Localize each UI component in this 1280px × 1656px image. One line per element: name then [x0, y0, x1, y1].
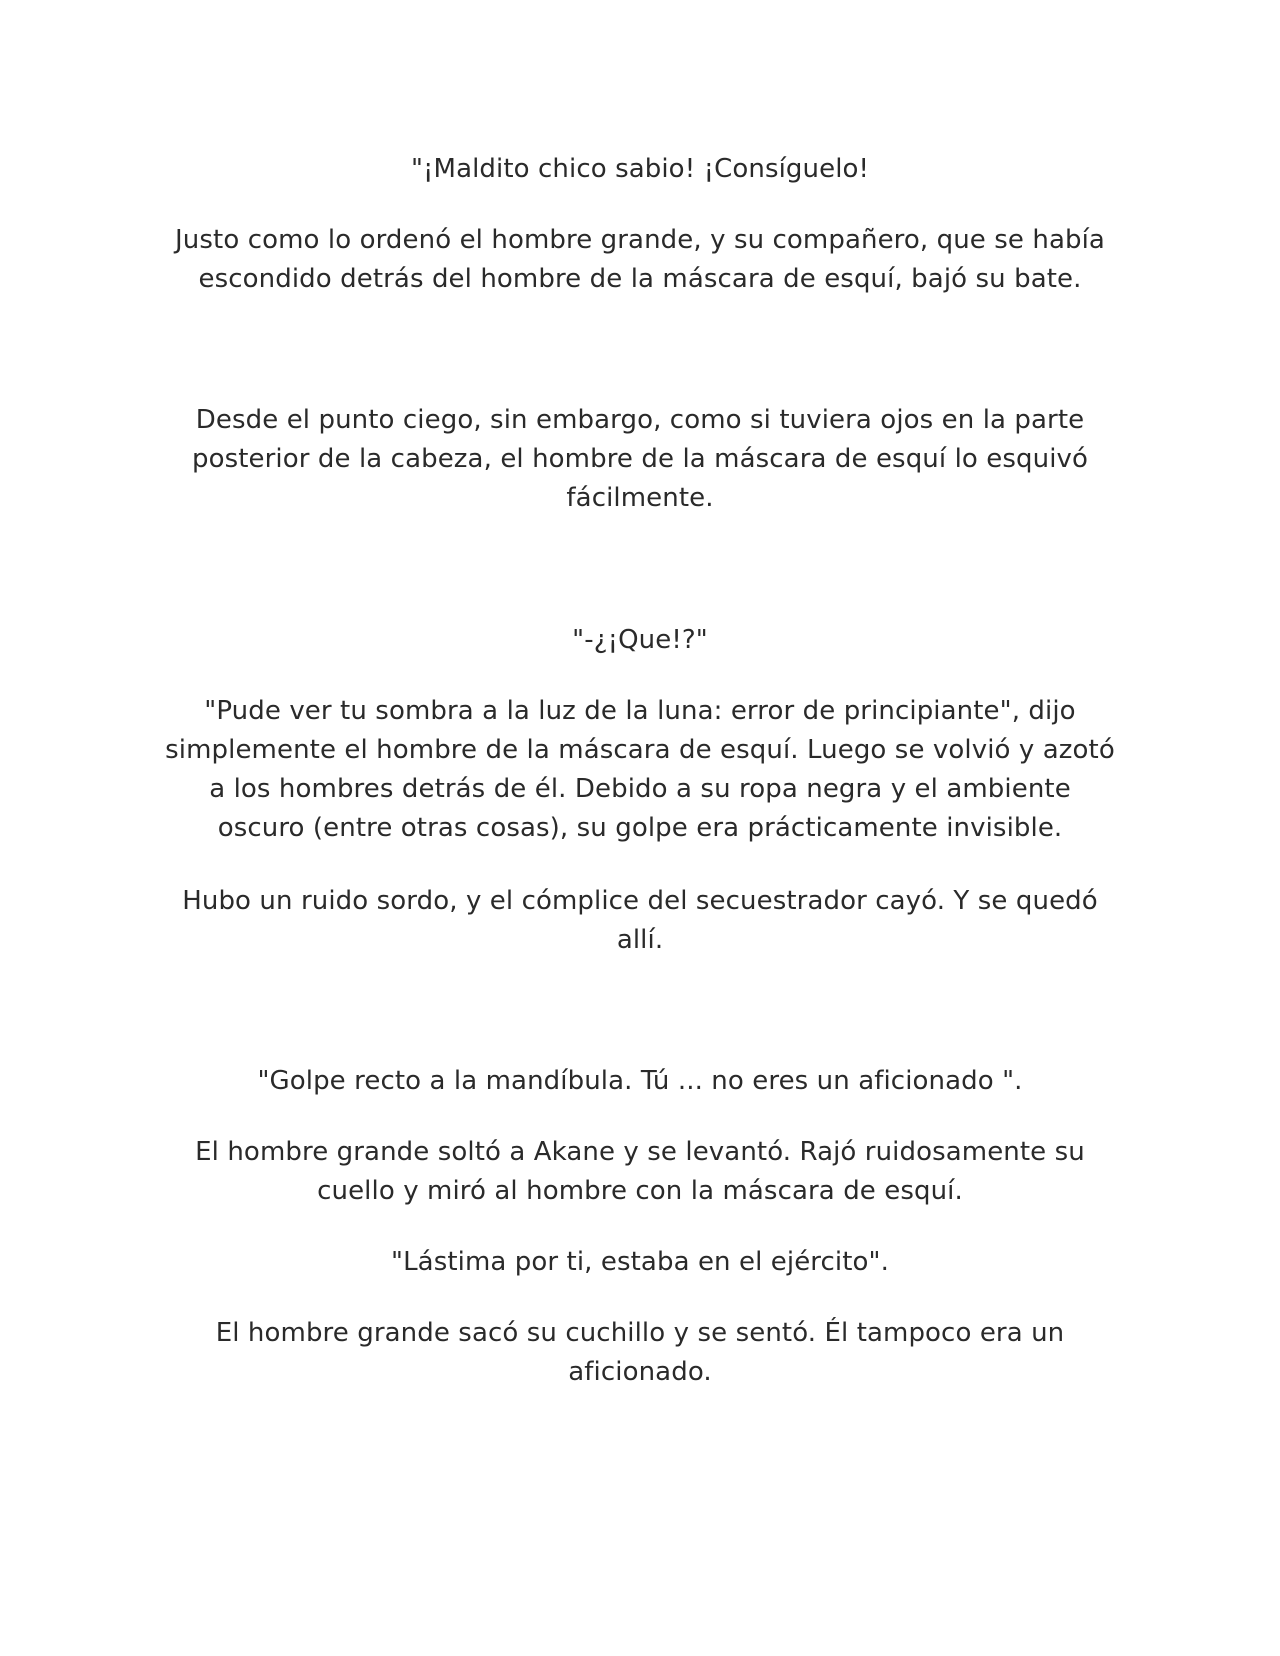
paragraph-dialogue-4: "Golpe recto a la mandíbula. Tú ... no eres un aficionado ". [257, 1066, 1023, 1096]
paragraph-dialogue-1: "¡Maldito chico sabio! ¡Consíguelo! [410, 154, 870, 184]
paragraph-dialogue-2: "-¿¡Que!?" [572, 625, 708, 655]
paragraph-narration-3: Hubo un ruido sordo, y el cómplice del secuestrador cayó. Y se quedó allí. [182, 886, 1098, 955]
paragraph-dialogue-5: "Lástima por ti, estaba en el ejército". [391, 1247, 889, 1277]
paragraph-narration-5: El hombre grande sacó su cuchillo y se sentó. Él tampoco era un aficionado. [215, 1318, 1065, 1387]
paragraph-narration-4: El hombre grande soltó a Akane y se levantó. Rajó ruidosamente su cuello y miró al hombre con la máscara de esquí. [195, 1137, 1085, 1206]
paragraph-narration-1: Justo como lo ordenó el hombre grande, y su compañero, que se había escondido detrás del hombre de la máscara de esquí, bajó su bate. [175, 225, 1105, 294]
paragraph-narration-2: Desde el punto ciego, sin embargo, como si tuviera ojos en la parte posterior de la cabeza, el hombre de la máscara de esquí lo esquivó fácilmente. [191, 405, 1089, 513]
paragraph-dialogue-3: "Pude ver tu sombra a la luz de la luna: error de principiante", dijo simplemente el hombre de la máscara de esquí. Luego se volvió y azotó a los hombres detrás de él. Debido a su ropa negra y el ambiente oscuro (entre otras cosas), su golpe era prácticamente invisible. [165, 696, 1115, 843]
